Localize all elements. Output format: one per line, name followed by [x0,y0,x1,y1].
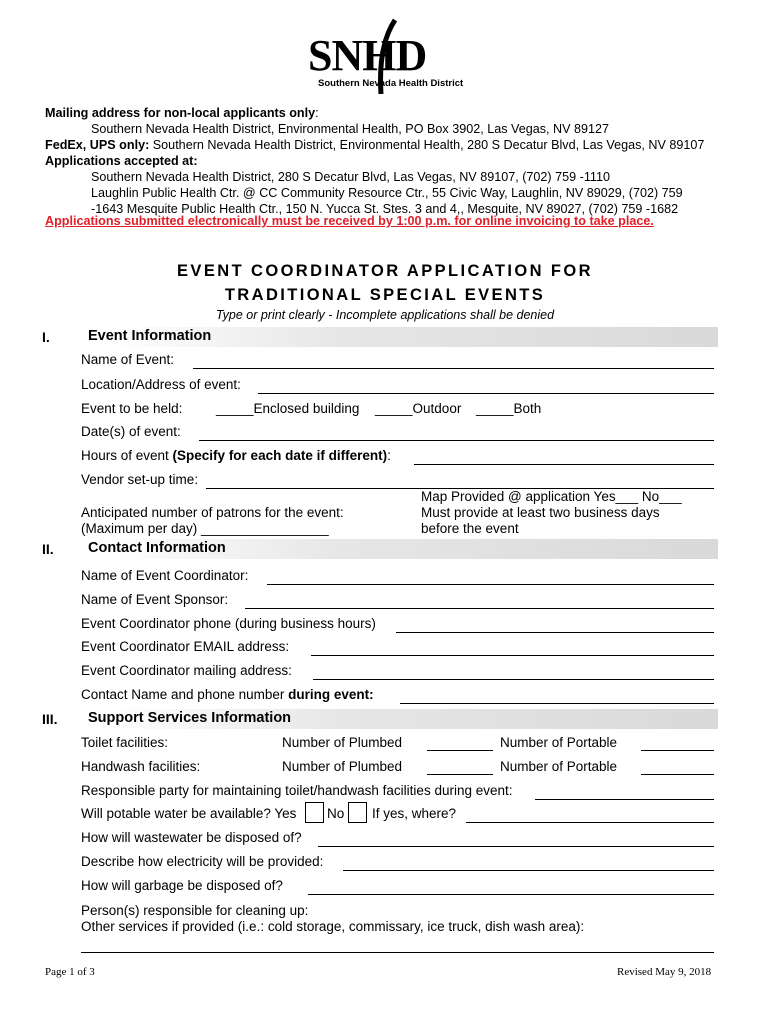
fedex-address: Southern Nevada Health District, Environmental Health, 280 S Decatur Blvd, Las Vegas, NV 89107 [149,138,705,152]
logo-letters: SNHD [308,31,427,80]
potable-yes-checkbox[interactable] [305,802,324,823]
cleaning-label: Person(s) responsible for cleaning up: [81,903,309,918]
map-note-1: Must provide at least two business days [421,505,660,520]
page-number: Page 1 of 3 [45,966,95,978]
event-hours-field[interactable] [414,464,714,465]
toilet-label: Toilet facilities: [81,735,169,750]
accepted-line-3: -1643 Mesquite Public Health Ctr., 150 N. Yucca St. Stes. 3 and 4,, Mesquite, NV 89027, (702) 759 -1682 [91,202,679,216]
toilet-plumbed-field[interactable] [427,750,493,751]
logo-tagline: Southern Nevada Health District [318,78,464,89]
coordinator-email-label: Event Coordinator EMAIL address: [81,639,290,654]
handwash-plumbed-label: Number of Plumbed [282,759,403,774]
other-services-label: Other services if provided (i.e.: cold storage, commissary, ice truck, dish wash area): [81,919,585,934]
coordinator-phone-label: Event Coordinator phone (during business hours) [81,616,376,631]
potable-no-label: No [327,806,345,821]
accepted-line-1: Southern Nevada Health District, 280 S Decatur Blvd, Las Vegas, NV 89107, (702) 759 -1110 [91,170,610,184]
handwash-portable-field[interactable] [641,774,714,775]
electronic-notice: Applications submitted electronically must be received by 1:00 p.m. for online invoicing to take place. [45,214,654,228]
fedex-label: FedEx, UPS only: [45,138,150,152]
form-title-line-1: EVENT COORDINATOR APPLICATION FOR [177,262,593,280]
event-held-label: Event to be held: [81,401,183,416]
event-name-field[interactable] [193,368,714,369]
contact-during-event-label: Contact Name and phone number during event: [81,687,374,702]
handwash-label: Handwash facilities: [81,759,201,774]
form-subtitle: Type or print clearly - Incomplete applications shall be denied [215,308,555,322]
wastewater-field[interactable] [318,846,714,847]
option-both[interactable]: _____Both [476,401,542,416]
toilet-portable-label: Number of Portable [500,735,618,750]
coordinator-mailing-label: Event Coordinator mailing address: [81,663,292,678]
toilet-plumbed-label: Number of Plumbed [282,735,403,750]
section-1-title: Event Information [88,328,212,344]
map-provided-field[interactable]: Map Provided @ application Yes___ No___ [421,489,682,504]
patrons-label: Anticipated number of patrons for the event: [81,505,344,520]
accepted-label: Applications accepted at: [45,154,198,168]
coordinator-email-field[interactable] [311,655,714,656]
electricity-label: Describe how electricity will be provided: [81,854,324,869]
responsible-party-label: Responsible party for maintaining toilet/handwash facilities during event: [81,783,513,798]
form-title-line-2: TRADITIONAL SPECIAL EVENTS [224,286,546,304]
mailing-label: Mailing address for non-local applicants only [45,106,316,120]
event-dates-label: Date(s) of event: [81,424,181,439]
potable-where-field[interactable] [466,822,714,823]
wastewater-label: How will wastewater be disposed of? [81,830,302,845]
event-dates-field[interactable] [199,440,714,441]
coordinator-mailing-field[interactable] [313,679,714,680]
section-2-number: II. [42,541,54,557]
event-location-field[interactable] [258,393,714,394]
map-note-2: before the event [421,521,519,536]
section-3-number: III. [42,711,58,727]
potable-where-label: If yes, where? [372,806,457,821]
toilet-portable-field[interactable] [641,750,714,751]
coordinator-name-label: Name of Event Coordinator: [81,568,249,583]
section-1-number: I. [42,329,50,345]
vendor-setup-label: Vendor set-up time: [81,472,199,487]
section-3-title: Support Services Information [88,710,292,726]
section-2-title: Contact Information [88,540,226,556]
event-location-label: Location/Address of event: [81,377,241,392]
potable-water-label: Will potable water be available? Yes [81,806,297,821]
responsible-party-field[interactable] [535,799,714,800]
mailing-line: Mailing address for non-local applicants only: [45,106,319,120]
electricity-field[interactable] [343,870,714,871]
handwash-plumbed-field[interactable] [427,774,493,775]
sponsor-name-field[interactable] [245,608,714,609]
option-enclosed-building[interactable]: _____Enclosed building [216,401,360,416]
contact-during-event-field[interactable] [400,703,714,704]
event-hours-label: Hours of event (Specify for each date if different): [81,448,391,463]
mailing-address: Southern Nevada Health District, Environmental Health, PO Box 3902, Las Vegas, NV 89127 [91,122,610,136]
patrons-max-field[interactable]: (Maximum per day) _________________ [81,521,329,536]
handwash-portable-label: Number of Portable [500,759,618,774]
fedex-line [45,138,704,154]
garbage-field[interactable] [308,894,714,895]
coordinator-name-field[interactable] [267,584,714,585]
coordinator-phone-field[interactable] [396,632,714,633]
accepted-line-2: Laughlin Public Health Ctr. @ CC Community Resource Ctr., 55 Civic Way, Laughlin, NV 89029, (702) 759 [91,186,683,200]
sponsor-name-label: Name of Event Sponsor: [81,592,229,607]
garbage-label: How will garbage be disposed of? [81,878,283,893]
event-name-label: Name of Event: [81,352,175,367]
other-services-field[interactable] [81,952,714,953]
revision-date: Revised May 9, 2018 [617,966,712,978]
option-outdoor[interactable]: _____Outdoor [375,401,462,416]
potable-no-checkbox[interactable] [348,802,367,823]
